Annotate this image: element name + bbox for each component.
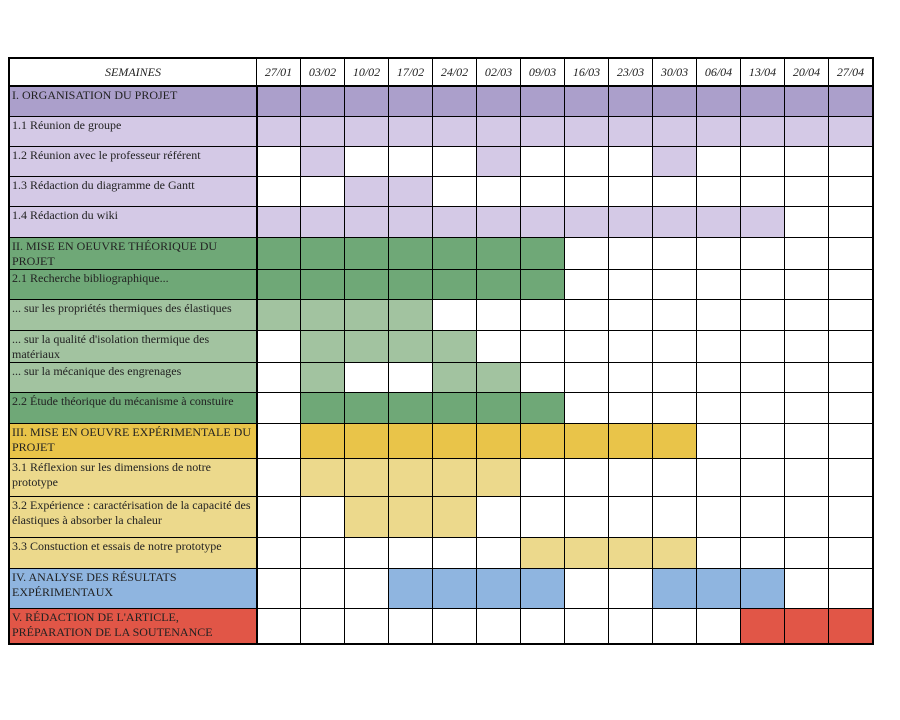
gantt-bar-cell xyxy=(609,116,653,146)
gantt-empty-cell xyxy=(785,362,829,392)
gantt-empty-cell xyxy=(301,568,345,608)
gantt-empty-cell xyxy=(257,458,301,496)
task-label: 2.1 Recherche bibliographique... xyxy=(9,269,257,299)
task-label: 1.3 Rédaction du diagramme de Gantt xyxy=(9,176,257,206)
gantt-empty-cell xyxy=(521,330,565,362)
gantt-empty-cell xyxy=(565,176,609,206)
task-label: ... sur les propriétés thermiques des élastiques xyxy=(9,299,257,330)
gantt-empty-cell xyxy=(521,608,565,644)
week-header-4: 24/02 xyxy=(433,58,477,86)
gantt-bar-cell xyxy=(521,269,565,299)
gantt-bar-cell xyxy=(477,206,521,237)
gantt-empty-cell xyxy=(477,330,521,362)
gantt-bar-cell xyxy=(433,392,477,423)
gantt-empty-cell xyxy=(785,269,829,299)
gantt-empty-cell xyxy=(301,176,345,206)
gantt-empty-cell xyxy=(565,496,609,537)
gantt-empty-cell xyxy=(741,237,785,269)
task-label: 2.2 Étude théorique du mécanisme à constuire xyxy=(9,392,257,423)
gantt-empty-cell xyxy=(785,176,829,206)
gantt-empty-cell xyxy=(433,176,477,206)
gantt-empty-cell xyxy=(565,568,609,608)
week-header-11: 13/04 xyxy=(741,58,785,86)
gantt-bar-cell xyxy=(389,116,433,146)
gantt-bar-cell xyxy=(433,568,477,608)
gantt-empty-cell xyxy=(433,146,477,176)
gantt-empty-cell xyxy=(785,496,829,537)
gantt-bar-cell xyxy=(345,392,389,423)
gantt-empty-cell xyxy=(829,458,874,496)
gantt-empty-cell xyxy=(785,299,829,330)
gantt-bar-cell xyxy=(345,496,389,537)
gantt-empty-cell xyxy=(829,299,874,330)
gantt-empty-cell xyxy=(345,537,389,568)
gantt-empty-cell xyxy=(389,146,433,176)
gantt-bar-cell xyxy=(521,116,565,146)
gantt-empty-cell xyxy=(257,362,301,392)
gantt-empty-cell xyxy=(257,392,301,423)
week-header-0: 27/01 xyxy=(257,58,301,86)
gantt-empty-cell xyxy=(345,608,389,644)
gantt-empty-cell xyxy=(609,568,653,608)
gantt-bar-cell xyxy=(345,176,389,206)
gantt-empty-cell xyxy=(257,423,301,458)
gantt-empty-cell xyxy=(697,608,741,644)
task-label: 3.2 Expérience : caractérisation de la capacité des élastiques à absorber la chaleur xyxy=(9,496,257,537)
gantt-empty-cell xyxy=(653,269,697,299)
gantt-empty-cell xyxy=(829,392,874,423)
gantt-bar-cell xyxy=(653,116,697,146)
week-header-9: 30/03 xyxy=(653,58,697,86)
gantt-empty-cell xyxy=(741,362,785,392)
task-label: I. ORGANISATION DU PROJET xyxy=(9,86,257,116)
gantt-bar-cell xyxy=(389,330,433,362)
gantt-empty-cell xyxy=(565,330,609,362)
gantt-empty-cell xyxy=(477,176,521,206)
task-label: IV. ANALYSE DES RÉSULTATS EXPÉRIMENTAUX xyxy=(9,568,257,608)
gantt-empty-cell xyxy=(653,330,697,362)
gantt-empty-cell xyxy=(697,299,741,330)
gantt-empty-cell xyxy=(829,269,874,299)
gantt-empty-cell xyxy=(741,269,785,299)
gantt-bar-cell xyxy=(301,269,345,299)
gantt-empty-cell xyxy=(389,362,433,392)
gantt-empty-cell xyxy=(697,362,741,392)
task-label: 3.1 Réflexion sur les dimensions de notre prototype xyxy=(9,458,257,496)
gantt-bar-cell xyxy=(301,146,345,176)
gantt-bar-cell xyxy=(345,269,389,299)
gantt-empty-cell xyxy=(785,392,829,423)
gantt-bar-cell xyxy=(477,86,521,116)
gantt-bar-cell xyxy=(257,116,301,146)
gantt-bar-cell xyxy=(741,206,785,237)
gantt-bar-cell xyxy=(477,269,521,299)
gantt-empty-cell xyxy=(741,458,785,496)
gantt-bar-cell xyxy=(389,392,433,423)
gantt-bar-cell xyxy=(521,392,565,423)
gantt-empty-cell xyxy=(257,568,301,608)
gantt-chart xyxy=(8,57,874,645)
gantt-bar-cell xyxy=(829,608,874,644)
gantt-bar-cell xyxy=(389,86,433,116)
task-row xyxy=(9,206,873,237)
gantt-bar-cell xyxy=(521,537,565,568)
task-row xyxy=(9,496,873,537)
gantt-empty-cell xyxy=(741,537,785,568)
gantt-bar-cell xyxy=(433,86,477,116)
gantt-empty-cell xyxy=(741,392,785,423)
gantt-bar-cell xyxy=(257,237,301,269)
task-row xyxy=(9,116,873,146)
gantt-empty-cell xyxy=(257,330,301,362)
gantt-empty-cell xyxy=(829,237,874,269)
gantt-bar-cell xyxy=(257,206,301,237)
gantt-empty-cell xyxy=(609,362,653,392)
gantt-empty-cell xyxy=(829,330,874,362)
gantt-bar-cell xyxy=(477,423,521,458)
gantt-bar-cell xyxy=(741,568,785,608)
gantt-bar-cell xyxy=(433,116,477,146)
gantt-empty-cell xyxy=(697,176,741,206)
gantt-bar-cell xyxy=(741,608,785,644)
gantt-bar-cell xyxy=(697,568,741,608)
gantt-empty-cell xyxy=(433,299,477,330)
gantt-bar-cell xyxy=(653,86,697,116)
gantt-empty-cell xyxy=(697,537,741,568)
gantt-bar-cell xyxy=(829,116,874,146)
week-header-8: 23/03 xyxy=(609,58,653,86)
gantt-empty-cell xyxy=(521,146,565,176)
gantt-empty-cell xyxy=(697,423,741,458)
gantt-empty-cell xyxy=(653,362,697,392)
gantt-empty-cell xyxy=(697,237,741,269)
gantt-empty-cell xyxy=(697,496,741,537)
gantt-empty-cell xyxy=(565,299,609,330)
gantt-bar-cell xyxy=(477,237,521,269)
gantt-empty-cell xyxy=(653,458,697,496)
gantt-bar-cell xyxy=(477,458,521,496)
gantt-bar-cell xyxy=(477,362,521,392)
gantt-empty-cell xyxy=(741,423,785,458)
gantt-empty-cell xyxy=(741,299,785,330)
gantt-empty-cell xyxy=(301,496,345,537)
task-label: 1.2 Réunion avec le professeur référent xyxy=(9,146,257,176)
gantt-empty-cell xyxy=(785,568,829,608)
task-row xyxy=(9,362,873,392)
gantt-bar-cell xyxy=(301,362,345,392)
gantt-empty-cell xyxy=(653,299,697,330)
gantt-empty-cell xyxy=(565,608,609,644)
task-label: ... sur la mécanique des engrenages xyxy=(9,362,257,392)
gantt-empty-cell xyxy=(609,299,653,330)
gantt-empty-cell xyxy=(565,269,609,299)
header-row xyxy=(9,58,873,86)
gantt-bar-cell xyxy=(653,146,697,176)
gantt-empty-cell xyxy=(653,176,697,206)
gantt-empty-cell xyxy=(785,423,829,458)
gantt-empty-cell xyxy=(301,608,345,644)
gantt-bar-cell xyxy=(301,116,345,146)
task-label: II. MISE EN OEUVRE THÉORIQUE DU PROJET xyxy=(9,237,257,269)
task-row xyxy=(9,86,873,116)
task-label: 1.4 Rédaction du wiki xyxy=(9,206,257,237)
gantt-bar-cell xyxy=(521,423,565,458)
gantt-bar-cell xyxy=(433,362,477,392)
gantt-bar-cell xyxy=(521,206,565,237)
gantt-bar-cell xyxy=(433,206,477,237)
gantt-bar-cell xyxy=(477,392,521,423)
week-header-1: 03/02 xyxy=(301,58,345,86)
gantt-empty-cell xyxy=(389,608,433,644)
gantt-empty-cell xyxy=(785,206,829,237)
gantt-empty-cell xyxy=(741,176,785,206)
gantt-empty-cell xyxy=(785,146,829,176)
gantt-empty-cell xyxy=(697,392,741,423)
gantt-empty-cell xyxy=(477,608,521,644)
gantt-empty-cell xyxy=(741,496,785,537)
gantt-bar-cell xyxy=(829,86,874,116)
gantt-empty-cell xyxy=(609,392,653,423)
task-row xyxy=(9,458,873,496)
week-header-10: 06/04 xyxy=(697,58,741,86)
task-row xyxy=(9,237,873,269)
gantt-empty-cell xyxy=(741,146,785,176)
gantt-bar-cell xyxy=(257,299,301,330)
gantt-empty-cell xyxy=(785,537,829,568)
gantt-bar-cell xyxy=(653,537,697,568)
gantt-empty-cell xyxy=(389,537,433,568)
gantt-bar-cell xyxy=(345,86,389,116)
task-label: ... sur la qualité d'isolation thermique des matériaux xyxy=(9,330,257,362)
gantt-bar-cell xyxy=(345,330,389,362)
task-row xyxy=(9,299,873,330)
gantt-bar-cell xyxy=(433,269,477,299)
gantt-empty-cell xyxy=(565,146,609,176)
gantt-bar-cell xyxy=(609,86,653,116)
gantt-bar-cell xyxy=(433,458,477,496)
gantt-bar-cell xyxy=(389,237,433,269)
gantt-bar-cell xyxy=(389,423,433,458)
gantt-empty-cell xyxy=(829,176,874,206)
gantt-empty-cell xyxy=(345,362,389,392)
gantt-bar-cell xyxy=(433,496,477,537)
gantt-empty-cell xyxy=(829,423,874,458)
gantt-empty-cell xyxy=(653,237,697,269)
gantt-empty-cell xyxy=(521,362,565,392)
gantt-bar-cell xyxy=(389,458,433,496)
gantt-empty-cell xyxy=(697,330,741,362)
gantt-bar-cell xyxy=(301,86,345,116)
gantt-empty-cell xyxy=(565,237,609,269)
gantt-empty-cell xyxy=(565,362,609,392)
task-label: 1.1 Réunion de groupe xyxy=(9,116,257,146)
gantt-bar-cell xyxy=(345,116,389,146)
gantt-bar-cell xyxy=(345,237,389,269)
gantt-bar-cell xyxy=(433,237,477,269)
gantt-bar-cell xyxy=(301,237,345,269)
gantt-bar-cell xyxy=(521,237,565,269)
gantt-empty-cell xyxy=(521,299,565,330)
gantt-empty-cell xyxy=(653,608,697,644)
gantt-empty-cell xyxy=(565,392,609,423)
gantt-empty-cell xyxy=(477,299,521,330)
task-label: III. MISE EN OEUVRE EXPÉRIMENTALE DU PROJET xyxy=(9,423,257,458)
gantt-bar-cell xyxy=(433,330,477,362)
gantt-bar-cell xyxy=(609,423,653,458)
gantt-bar-cell xyxy=(565,423,609,458)
gantt-bar-cell xyxy=(653,568,697,608)
gantt-empty-cell xyxy=(257,176,301,206)
gantt-bar-cell xyxy=(301,392,345,423)
gantt-bar-cell xyxy=(301,330,345,362)
gantt-empty-cell xyxy=(741,330,785,362)
gantt-bar-cell xyxy=(389,496,433,537)
gantt-empty-cell xyxy=(257,146,301,176)
gantt-empty-cell xyxy=(477,496,521,537)
gantt-empty-cell xyxy=(257,496,301,537)
gantt-bar-cell xyxy=(345,206,389,237)
gantt-empty-cell xyxy=(785,330,829,362)
gantt-empty-cell xyxy=(257,537,301,568)
gantt-bar-cell xyxy=(345,299,389,330)
week-header-12: 20/04 xyxy=(785,58,829,86)
gantt-empty-cell xyxy=(829,146,874,176)
gantt-body xyxy=(9,86,873,644)
gantt-bar-cell xyxy=(741,116,785,146)
gantt-empty-cell xyxy=(785,458,829,496)
gantt-empty-cell xyxy=(609,176,653,206)
gantt-empty-cell xyxy=(609,496,653,537)
week-header-3: 17/02 xyxy=(389,58,433,86)
gantt-empty-cell xyxy=(477,537,521,568)
gantt-empty-cell xyxy=(609,237,653,269)
task-row xyxy=(9,176,873,206)
gantt-empty-cell xyxy=(785,237,829,269)
gantt-empty-cell xyxy=(257,608,301,644)
week-header-13: 27/04 xyxy=(829,58,874,86)
task-label: 3.3 Constuction et essais de notre prototype xyxy=(9,537,257,568)
gantt-bar-cell xyxy=(301,206,345,237)
gantt-bar-cell xyxy=(521,86,565,116)
gantt-bar-cell xyxy=(389,568,433,608)
task-row xyxy=(9,146,873,176)
gantt-empty-cell xyxy=(829,568,874,608)
gantt-bar-cell xyxy=(477,146,521,176)
gantt-empty-cell xyxy=(345,568,389,608)
week-header-7: 16/03 xyxy=(565,58,609,86)
gantt-empty-cell xyxy=(301,537,345,568)
gantt-bar-cell xyxy=(477,116,521,146)
gantt-bar-cell xyxy=(389,299,433,330)
gantt-bar-cell xyxy=(345,458,389,496)
gantt-bar-cell xyxy=(389,206,433,237)
gantt-bar-cell xyxy=(477,568,521,608)
gantt-empty-cell xyxy=(829,537,874,568)
task-row xyxy=(9,537,873,568)
gantt-empty-cell xyxy=(829,362,874,392)
gantt-empty-cell xyxy=(653,496,697,537)
gantt-empty-cell xyxy=(565,458,609,496)
gantt-bar-cell xyxy=(301,458,345,496)
gantt-bar-cell xyxy=(741,86,785,116)
gantt-bar-cell xyxy=(257,269,301,299)
gantt-bar-cell xyxy=(653,206,697,237)
gantt-empty-cell xyxy=(609,458,653,496)
gantt-empty-cell xyxy=(609,330,653,362)
gantt-bar-cell xyxy=(301,299,345,330)
gantt-bar-cell xyxy=(345,423,389,458)
gantt-empty-cell xyxy=(697,458,741,496)
task-label: V. RÉDACTION DE L'ARTICLE, PRÉPARATION DE LA SOUTENANCE xyxy=(9,608,257,644)
gantt-empty-cell xyxy=(433,608,477,644)
gantt-bar-cell xyxy=(785,86,829,116)
gantt-empty-cell xyxy=(433,537,477,568)
task-row xyxy=(9,330,873,362)
gantt-bar-cell xyxy=(697,206,741,237)
gantt-bar-cell xyxy=(565,86,609,116)
gantt-bar-cell xyxy=(609,206,653,237)
task-row xyxy=(9,269,873,299)
gantt-bar-cell xyxy=(785,116,829,146)
gantt-empty-cell xyxy=(521,496,565,537)
gantt-bar-cell xyxy=(389,269,433,299)
task-row xyxy=(9,423,873,458)
weeks-header-label: SEMAINES xyxy=(9,58,257,86)
gantt-empty-cell xyxy=(609,608,653,644)
gantt-empty-cell xyxy=(521,176,565,206)
gantt-empty-cell xyxy=(697,269,741,299)
gantt-empty-cell xyxy=(653,392,697,423)
gantt-bar-cell xyxy=(697,86,741,116)
gantt-bar-cell xyxy=(609,537,653,568)
gantt-empty-cell xyxy=(609,269,653,299)
gantt-bar-cell xyxy=(565,537,609,568)
gantt-bar-cell xyxy=(433,423,477,458)
gantt-empty-cell xyxy=(521,458,565,496)
gantt-bar-cell xyxy=(785,608,829,644)
week-header-5: 02/03 xyxy=(477,58,521,86)
gantt-bar-cell xyxy=(565,116,609,146)
gantt-bar-cell xyxy=(389,176,433,206)
gantt-empty-cell xyxy=(697,146,741,176)
gantt-bar-cell xyxy=(565,206,609,237)
week-header-2: 10/02 xyxy=(345,58,389,86)
gantt-empty-cell xyxy=(609,146,653,176)
gantt-bar-cell xyxy=(521,568,565,608)
task-row xyxy=(9,392,873,423)
gantt-bar-cell xyxy=(653,423,697,458)
gantt-empty-cell xyxy=(829,206,874,237)
task-row xyxy=(9,568,873,608)
gantt-empty-cell xyxy=(345,146,389,176)
week-header-6: 09/03 xyxy=(521,58,565,86)
task-row xyxy=(9,608,873,644)
gantt-bar-cell xyxy=(301,423,345,458)
gantt-bar-cell xyxy=(257,86,301,116)
gantt-bar-cell xyxy=(697,116,741,146)
gantt-empty-cell xyxy=(829,496,874,537)
